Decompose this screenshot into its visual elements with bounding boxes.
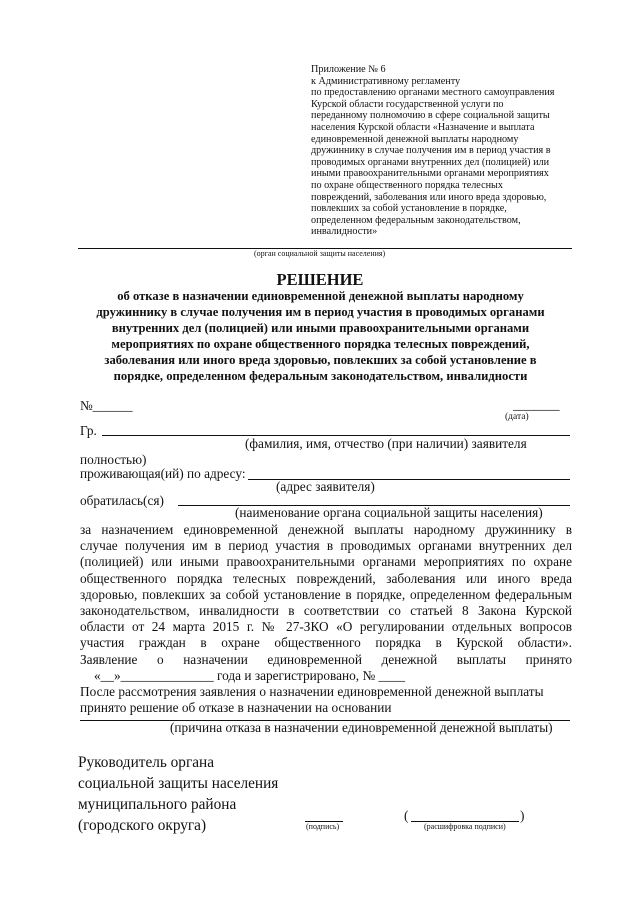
signature-line: (городского округа)	[78, 817, 207, 834]
citizen-caption: (фамилия, имя, отчество (при наличии) заявителя	[245, 436, 527, 451]
subtitle-line: мероприятиях по охране общественного порядка телесных повреждений,	[111, 337, 530, 351]
signature-line: Руководитель органа	[78, 754, 214, 771]
appendix-line: по охране общественного порядка телесных	[311, 179, 503, 191]
date-caption: (дата)	[505, 412, 529, 422]
body-line: Заявление о назначении единовременной денежной выплаты принято	[80, 651, 572, 667]
appendix-line: повреждений, заболевания или иного вреда здоровью,	[311, 191, 547, 203]
appendix-line: единовременной денежной выплаты народному	[311, 133, 519, 145]
decipher-open-paren: (	[404, 808, 409, 823]
body-line: здоровью, повлекших за собой установление в порядке, определенном федеральным	[80, 586, 572, 602]
decipher-close-paren: )	[520, 808, 525, 823]
body-line: (полицией) или иными правоохранительными органами мероприятиях по охране	[80, 554, 572, 570]
address-caption: (адрес заявителя)	[276, 479, 375, 494]
body-line: области от 24 марта 2015 г. № 27-ЗКО «О регулировании отдельных вопросов	[80, 619, 572, 635]
appendix-line: иными правоохранительными органами мероприятиях	[311, 168, 549, 180]
applied-label: обратилась(ся)	[80, 493, 164, 508]
appendix-line: инвалидности»	[311, 226, 378, 238]
appendix-line: по предоставлению органами местного самоуправления	[311, 87, 555, 99]
citizen-caption-continued: полностью)	[80, 452, 147, 467]
appendix-line: к Административному регламенту	[311, 75, 461, 87]
appendix-line: переданному полномочию в сфере социальной защиты	[311, 110, 550, 122]
appendix-line: проводимых органами внутренних дел (полицией) или	[311, 156, 550, 168]
citizen-label: Гр.	[80, 423, 97, 438]
subtitle-line: заболевания или иного вреда здоровью, повлекших за собой установление в	[104, 353, 537, 367]
applied-caption: (наименование органа социальной защиты населения)	[235, 505, 543, 520]
body-line: законодательством, инвалидности в соответствии со статьей 8 Закона Курской	[80, 602, 572, 618]
reason-caption: (причина отказа в назначении единовременной денежной выплаты)	[170, 720, 553, 735]
authority-caption: (орган социальной защиты населения)	[254, 249, 386, 258]
subtitle-line: дружиннику в случае получения им в период участия в проводимых органами	[96, 305, 545, 319]
appendix-line: определенном федеральным законодательством,	[311, 214, 521, 226]
date-blank: _______	[513, 397, 560, 412]
appendix-line: Курской области государственной услуги по	[311, 98, 504, 110]
subtitle-line: порядке, определенном федеральным законодательством, инвалидности	[113, 369, 528, 383]
body-line: «__»______________ года и зарегистрировано, № ____	[94, 667, 406, 683]
decipher-caption: (расшифровка подписи)	[424, 822, 506, 831]
subtitle-line: внутренних дел (полицией) или иными правоохранительными органами	[111, 321, 530, 335]
signature-line: муниципального района	[78, 796, 237, 813]
number-field: №______	[80, 398, 133, 413]
document-title: РЕШЕНИЕ	[276, 270, 364, 289]
body-line: участия граждан в охране общественного порядка в Курской области».	[80, 635, 572, 651]
appendix-line: повлекших за собой установление в порядке,	[311, 203, 507, 215]
appendix-line: дружиннику в случае получения им в период участия в	[311, 145, 551, 157]
appendix-line: населения Курской области «Назначение и выплата	[311, 121, 535, 133]
appendix-line: Приложение № 6	[311, 64, 386, 75]
body-paragraph	[80, 522, 572, 716]
address-label: проживающая(ий) по адресу:	[80, 466, 246, 481]
signature-line: социальной защиты населения	[78, 775, 279, 792]
body-line: случае получения им в период участия в проводимых органами внутренних дел	[80, 538, 572, 554]
body-line: за назначением единовременной денежной выплаты народному дружиннику в	[80, 522, 572, 537]
signature-block	[78, 752, 278, 836]
document-subtitle	[68, 288, 573, 384]
signature-caption: (подпись)	[306, 822, 340, 831]
appendix-note	[311, 64, 611, 238]
body-line: общественного порядка телесных повреждений, заболевания или иного вреда	[80, 570, 572, 586]
body-line: принято решение об отказе в назначении на основании	[80, 700, 392, 716]
body-line: После рассмотрения заявления о назначении единовременной денежной выплаты	[80, 683, 544, 699]
subtitle-line: об отказе в назначении единовременной денежной выплаты народному	[117, 289, 524, 303]
